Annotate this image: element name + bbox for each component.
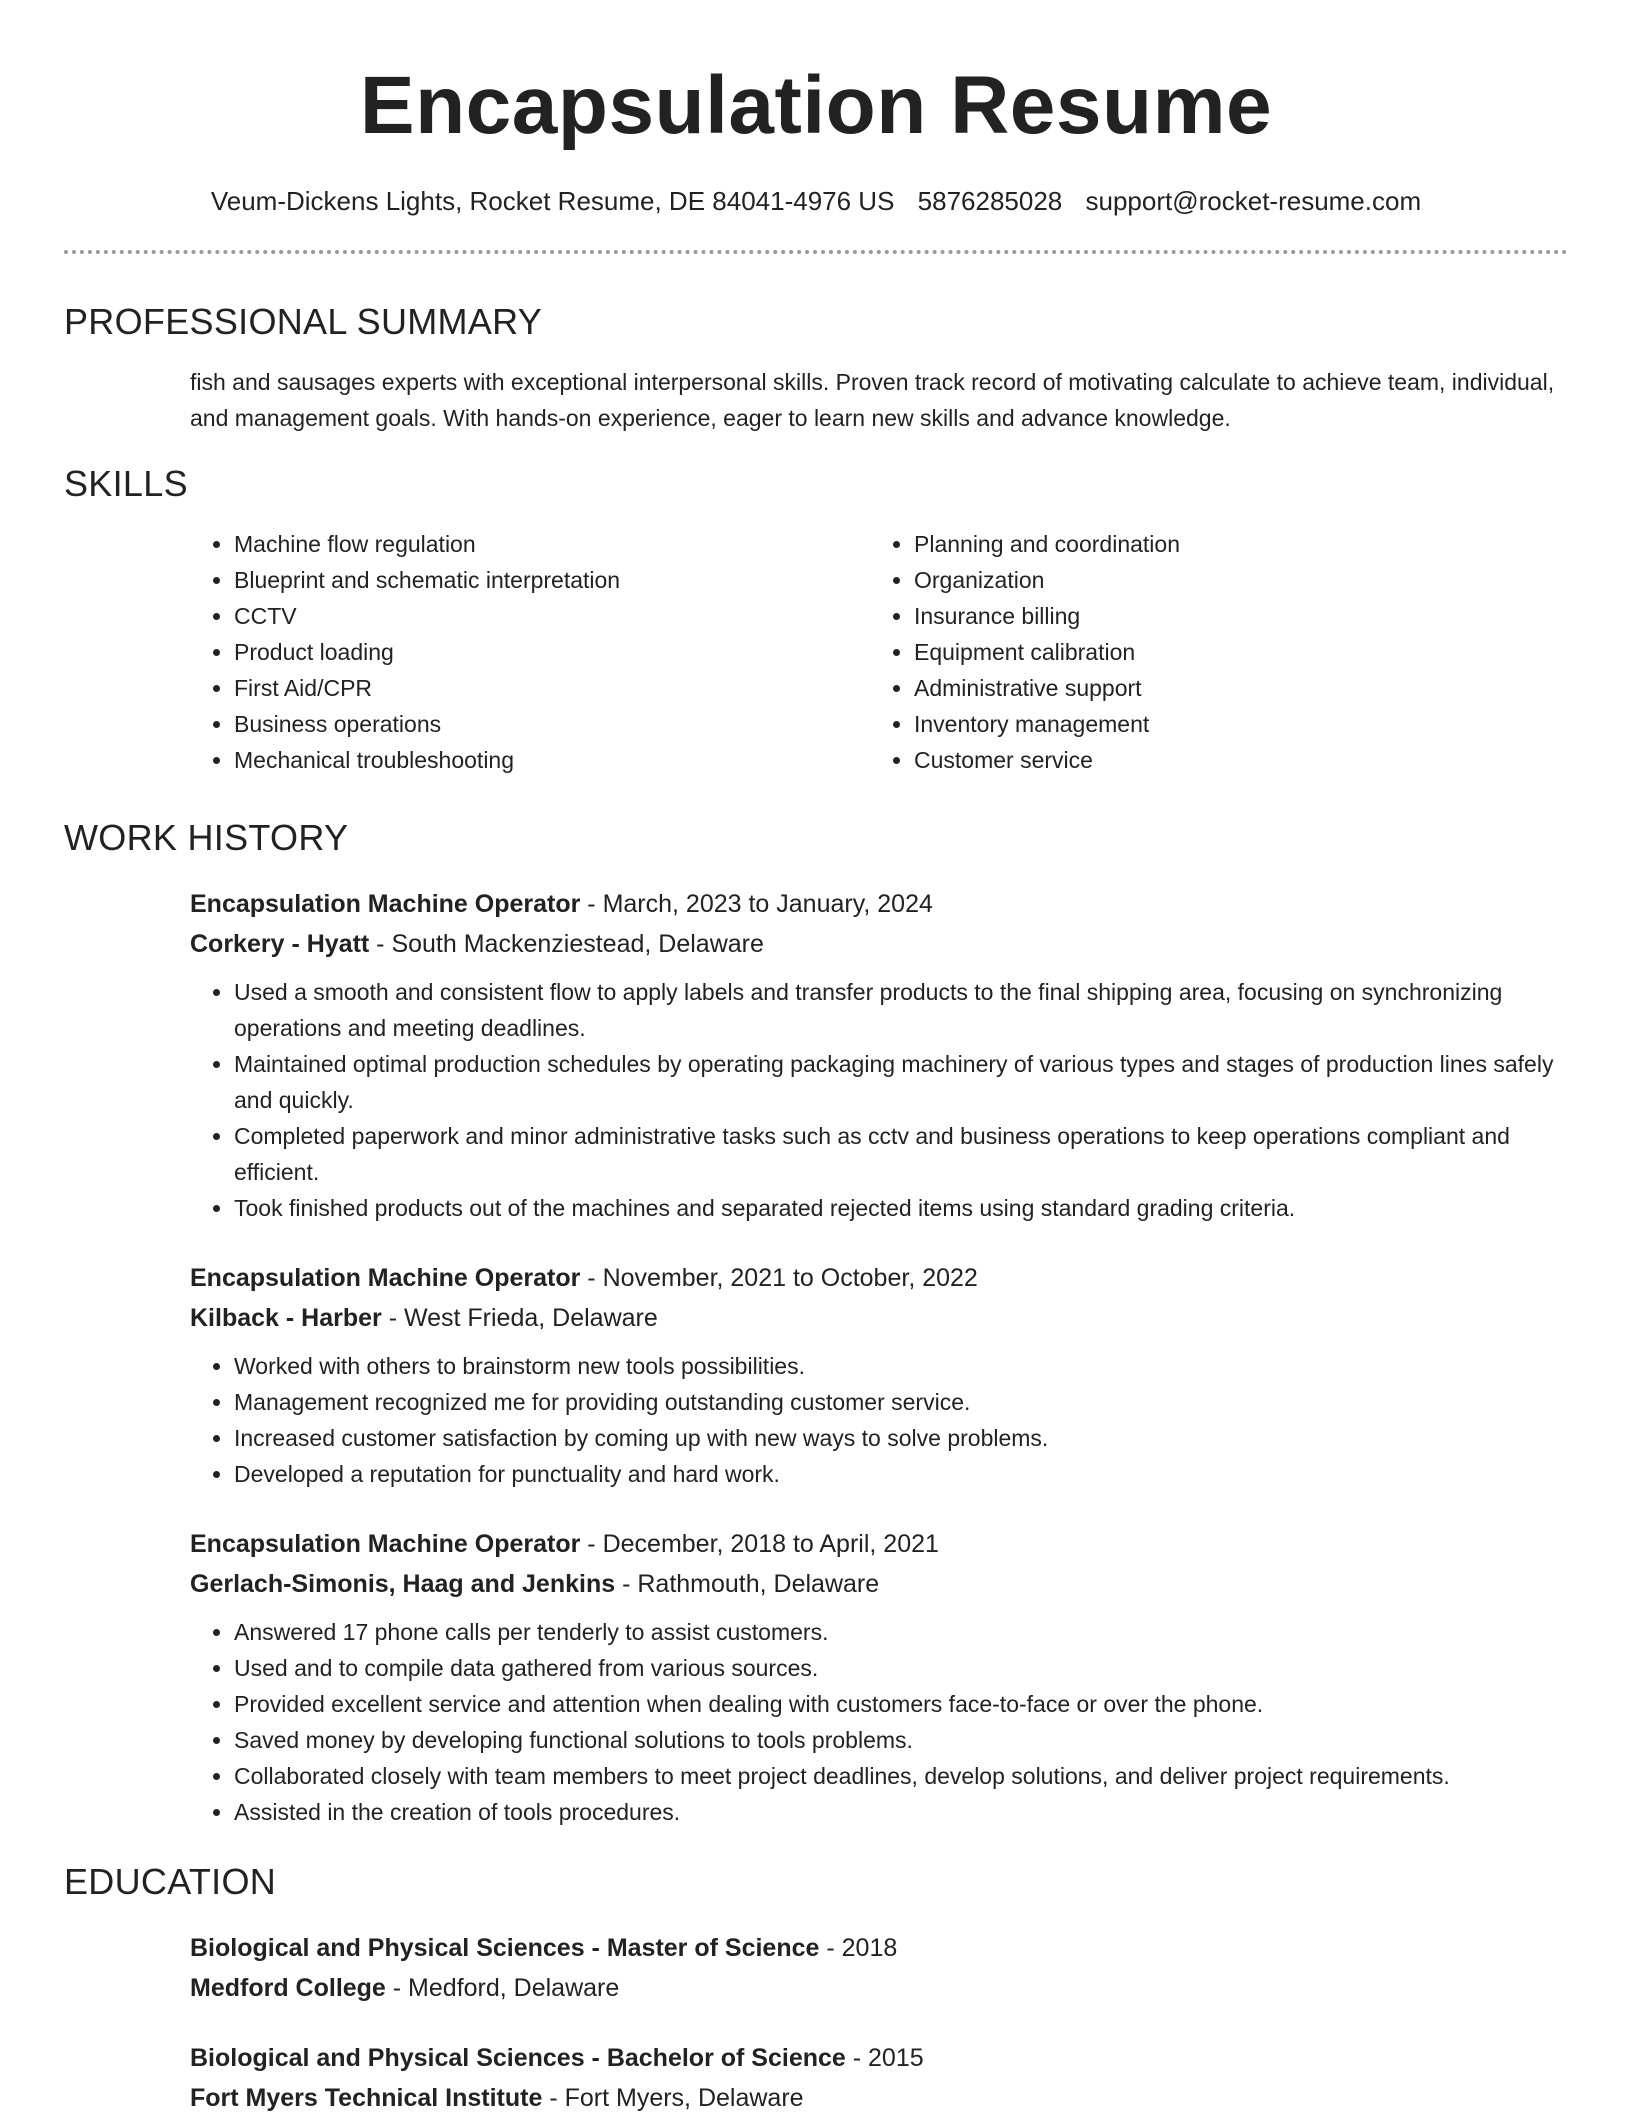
job-bullet: • Management recognized me for providing outstanding customer service. [234, 1384, 1568, 1420]
skill-item: • Machine flow regulation [234, 526, 870, 562]
job-dates: - March, 2023 to January, 2024 [580, 890, 933, 918]
job-bullet: • Worked with others to brainstorm new tools possibilities. [234, 1348, 1568, 1384]
job-bullets [190, 1614, 1568, 1830]
job-title-line [190, 1524, 1568, 1564]
skill-item: • Inventory management [914, 706, 1550, 742]
skills-heading: SKILLS [64, 463, 188, 504]
contact-phone: 5876285028 [917, 186, 1063, 216]
skill-item: • Administrative support [914, 670, 1550, 706]
education-location: - Medford, Delaware [385, 1974, 620, 2002]
skill-item: • CCTV [234, 598, 870, 634]
skill-item: • Equipment calibration [914, 634, 1550, 670]
skills-list-right [870, 526, 1550, 778]
job-role: Encapsulation Machine Operator [190, 1264, 581, 1292]
job-bullet: • Completed paperwork and minor administrative tasks such as cctv and business operations to keep operations compliant and efficient. [234, 1118, 1568, 1190]
skill-item: • Mechanical troubleshooting [234, 742, 870, 778]
education-school: Fort Myers Technical Institute [190, 2084, 543, 2112]
education-degree-line [190, 2038, 1568, 2078]
job-role: Encapsulation Machine Operator [190, 890, 581, 918]
job-bullets [190, 974, 1568, 1226]
education-entry [190, 2038, 1568, 2118]
contact-email: support@rocket-resume.com [1085, 186, 1422, 216]
job-entry [190, 1258, 1568, 1492]
job-entry [190, 1524, 1568, 1830]
education-degree: Biological and Physical Sciences - Master of Science [190, 1934, 820, 1962]
job-location: - West Frieda, Delaware [381, 1304, 658, 1332]
education-entry [190, 1928, 1568, 2008]
contact-address: Veum-Dickens Lights, Rocket Resume, DE 84041-4976 US [210, 186, 895, 216]
job-company-line [190, 1298, 1568, 1338]
job-bullet: • Maintained optimal production schedules by operating packaging machinery of various types and stages of production lines safely and quickly. [234, 1046, 1568, 1118]
job-company: Corkery - Hyatt [190, 930, 370, 958]
job-bullet: • Used a smooth and consistent flow to apply labels and transfer products to the final shipping area, focusing on synchronizing operations and meeting deadlines. [234, 974, 1568, 1046]
job-dates: - November, 2021 to October, 2022 [580, 1264, 978, 1292]
skills-list-left [190, 526, 870, 778]
job-bullet: • Increased customer satisfaction by coming up with new ways to solve problems. [234, 1420, 1568, 1456]
job-bullet: • Assisted in the creation of tools procedures. [234, 1794, 1568, 1830]
job-location: - Rathmouth, Delaware [615, 1570, 880, 1598]
skill-item: • Planning and coordination [914, 526, 1550, 562]
skills-columns [190, 526, 1568, 778]
contact-line [64, 184, 1568, 218]
job-bullet: • Provided excellent service and attention when dealing with customers face-to-face or over the phone. [234, 1686, 1568, 1722]
education-degree: Biological and Physical Sciences - Bachelor of Science [190, 2044, 846, 2072]
education-degree-line [190, 1928, 1568, 1968]
job-entry [190, 884, 1568, 1226]
job-company: Gerlach-Simonis, Haag and Jenkins [190, 1570, 616, 1598]
job-title-line [190, 1258, 1568, 1298]
education-year: - 2018 [819, 1934, 898, 1962]
skill-item: • Business operations [234, 706, 870, 742]
job-dates: - December, 2018 to April, 2021 [580, 1530, 939, 1558]
skill-item: • Product loading [234, 634, 870, 670]
skill-item: • Blueprint and schematic interpretation [234, 562, 870, 598]
job-bullet: • Saved money by developing functional solutions to tools problems. [234, 1722, 1568, 1758]
job-bullet: • Developed a reputation for punctuality and hard work. [234, 1456, 1568, 1492]
job-company: Kilback - Harber [190, 1304, 382, 1332]
job-company-line [190, 924, 1568, 964]
education-school: Medford College [190, 1974, 386, 2002]
skill-item: • First Aid/CPR [234, 670, 870, 706]
job-bullet: • Used and to compile data gathered from various sources. [234, 1650, 1568, 1686]
header-divider [64, 250, 1568, 254]
skill-item: • Customer service [914, 742, 1550, 778]
skill-item: • Organization [914, 562, 1550, 598]
work-history-heading: WORK HISTORY [64, 817, 349, 858]
summary-text: fish and sausages experts with exceptional interpersonal skills. Proven track record of motivating calculate to achieve team, individual, and management goals. With hands-on experience, eager to learn new skills and advance knowledge. [190, 369, 1555, 431]
job-bullet: • Collaborated closely with team members to meet project deadlines, develop solutions, and deliver project requirements. [234, 1758, 1568, 1794]
job-role: Encapsulation Machine Operator [190, 1530, 581, 1558]
job-bullet: • Took finished products out of the machines and separated rejected items using standard grading criteria. [234, 1190, 1568, 1226]
education-heading: EDUCATION [64, 1861, 277, 1902]
job-bullet: • Answered 17 phone calls per tenderly to assist customers. [234, 1614, 1568, 1650]
resume-name: Encapsulation Resume [359, 60, 1273, 151]
education-school-line [190, 1968, 1568, 2008]
resume-page [64, 0, 1568, 2118]
job-bullets [190, 1348, 1568, 1492]
job-company-line [190, 1564, 1568, 1604]
education-year: - 2015 [845, 2044, 924, 2072]
summary-heading: PROFESSIONAL SUMMARY [64, 301, 543, 342]
education-school-line [190, 2078, 1568, 2118]
job-location: - South Mackenziestead, Delaware [369, 930, 764, 958]
job-title-line [190, 884, 1568, 924]
education-location: - Fort Myers, Delaware [542, 2084, 804, 2112]
skill-item: • Insurance billing [914, 598, 1550, 634]
